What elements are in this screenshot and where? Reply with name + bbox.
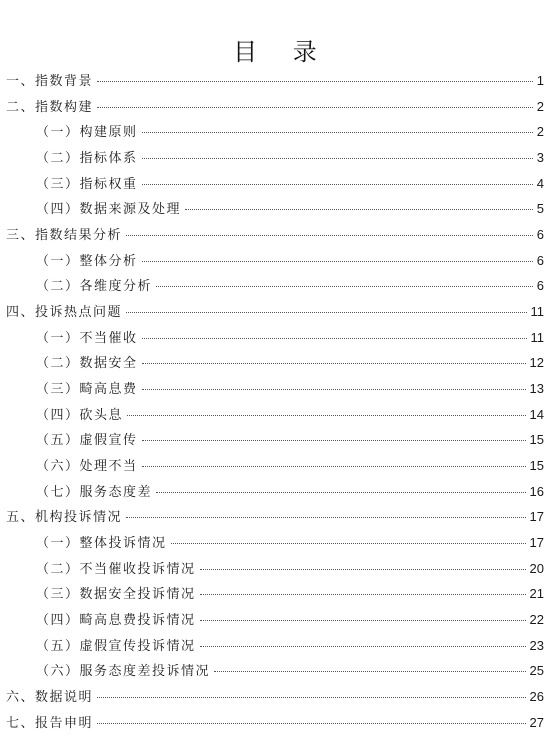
dot-leader: [142, 440, 526, 441]
toc-entry-page-number: 21: [529, 586, 544, 602]
toc-entry-page-number: 12: [529, 355, 544, 371]
toc-entry-page-number: 11: [530, 304, 544, 320]
toc-entry-page-number: 15: [529, 458, 544, 474]
toc-entry-page-number: 5: [536, 201, 544, 217]
toc-entry-label: （五）虚假宣传: [36, 433, 138, 449]
toc-entry-label: 二、指数构建: [6, 99, 94, 115]
dot-leader: [97, 723, 526, 724]
toc-entry[interactable]: [6, 147, 544, 173]
dot-leader: [142, 363, 526, 364]
toc-entry-label: （二）指标体系: [36, 151, 138, 167]
toc-entry[interactable]: [6, 635, 544, 661]
toc-entry-page-number: 2: [536, 124, 544, 140]
toc-entry[interactable]: [6, 455, 544, 481]
toc-entry-label: （二）数据安全: [36, 356, 138, 372]
toc-entry-page-number: 6: [536, 278, 544, 294]
toc-entry[interactable]: [6, 506, 544, 532]
toc-entry[interactable]: [6, 609, 544, 635]
toc-entry-label: （二）各维度分析: [36, 279, 153, 295]
toc-entry[interactable]: [6, 378, 544, 404]
toc-entry-page-number: 25: [529, 663, 544, 679]
dot-leader: [156, 492, 526, 493]
dot-leader: [214, 671, 526, 672]
dot-leader: [185, 209, 533, 210]
dot-leader: [200, 620, 526, 621]
toc-entry[interactable]: [6, 558, 544, 584]
toc-entry[interactable]: [6, 532, 544, 558]
toc-entry[interactable]: [6, 275, 544, 301]
dot-leader: [200, 646, 526, 647]
toc-entry[interactable]: [6, 96, 544, 122]
toc-entry-label: （四）畸高息费投诉情况: [36, 613, 196, 629]
toc-entry-label: （三）畸高息费: [36, 382, 138, 398]
toc-entry-page-number: 3: [536, 150, 544, 166]
dot-leader: [126, 312, 526, 313]
toc-entry-page-number: 13: [529, 381, 544, 397]
dot-leader: [142, 389, 526, 390]
toc-entry-label: 四、投诉热点问题: [6, 305, 123, 321]
toc-entry-page-number: 2: [536, 98, 544, 114]
toc-entry-label: （五）虚假宣传投诉情况: [36, 638, 196, 654]
toc-entry-page-number: 14: [529, 406, 544, 422]
toc-entry-page-number: 16: [529, 483, 544, 499]
toc-entry-page-number: 11: [530, 329, 544, 345]
toc-entry-label: （六）服务态度差投诉情况: [36, 664, 211, 680]
toc-entry-label: 六、数据说明: [6, 690, 94, 706]
toc-entry-label: （四）数据来源及处理: [36, 202, 182, 218]
toc-entry-label: 三、指数结果分析: [6, 228, 123, 244]
toc-entry-page-number: 26: [529, 689, 544, 705]
toc-entry[interactable]: [6, 70, 544, 96]
dot-leader: [142, 466, 526, 467]
dot-leader: [126, 235, 533, 236]
toc-entry[interactable]: [6, 352, 544, 378]
toc-entry-label: 五、机构投诉情况: [6, 510, 123, 526]
dot-leader: [156, 286, 533, 287]
toc-entry[interactable]: [6, 173, 544, 199]
toc-entry[interactable]: [6, 583, 544, 609]
toc-entry-label: （一）整体分析: [36, 253, 138, 269]
toc-entry-page-number: 20: [529, 560, 544, 576]
dot-leader: [127, 415, 526, 416]
toc-entry-page-number: 15: [529, 432, 544, 448]
dot-leader: [142, 184, 533, 185]
toc-entry-page-number: 22: [529, 612, 544, 628]
toc-entry[interactable]: [6, 404, 544, 430]
toc-entry[interactable]: [6, 481, 544, 507]
toc-entry-label: （四）砍头息: [36, 407, 124, 423]
toc-entry-page-number: 1: [536, 73, 544, 88]
toc-entry-label: （七）服务态度差: [36, 484, 153, 500]
toc-entry-label: （三）数据安全投诉情况: [36, 587, 196, 603]
toc-entry-label: 七、报告申明: [6, 715, 94, 731]
toc-entry-label: （三）指标权重: [36, 176, 138, 192]
toc-entry-page-number: 6: [536, 227, 544, 243]
toc-entry[interactable]: [6, 712, 544, 738]
toc-entry[interactable]: [6, 429, 544, 455]
toc-entry[interactable]: [6, 121, 544, 147]
toc-entry[interactable]: [6, 301, 544, 327]
dot-leader: [142, 132, 533, 133]
toc-entry-label: （一）不当催收: [36, 330, 138, 346]
toc-entry[interactable]: [6, 327, 544, 353]
dot-leader: [171, 543, 526, 544]
toc-entry-label: （一）构建原则: [36, 125, 138, 141]
toc-entry-page-number: 23: [529, 637, 544, 653]
toc-entry-page-number: 27: [529, 714, 544, 730]
toc-entry-page-number: 17: [529, 535, 544, 551]
dot-leader: [97, 107, 533, 108]
toc-entry-label: （二）不当催收投诉情况: [36, 561, 196, 577]
toc-entry-label: （一）整体投诉情况: [36, 536, 167, 552]
toc-entry[interactable]: [6, 686, 544, 712]
dot-leader: [142, 158, 533, 159]
dot-leader: [200, 594, 526, 595]
toc-entry-page-number: 4: [536, 175, 544, 191]
toc-entry[interactable]: [6, 660, 544, 686]
dot-leader: [97, 697, 526, 698]
dot-leader: [142, 338, 527, 339]
toc-entry-page-number: 6: [536, 252, 544, 268]
toc-entry-label: 一、指数背景: [6, 74, 94, 89]
toc-entry[interactable]: [6, 198, 544, 224]
toc-entry[interactable]: [6, 224, 544, 250]
toc-entry-label: （六）处理不当: [36, 459, 138, 475]
dot-leader: [97, 81, 533, 82]
dot-leader: [126, 517, 526, 518]
toc-entry[interactable]: [6, 250, 544, 276]
toc-entry-page-number: 17: [529, 509, 544, 525]
dot-leader: [142, 261, 533, 262]
dot-leader: [200, 569, 526, 570]
toc-list: [6, 70, 544, 737]
toc-title: 目 录: [233, 38, 331, 67]
